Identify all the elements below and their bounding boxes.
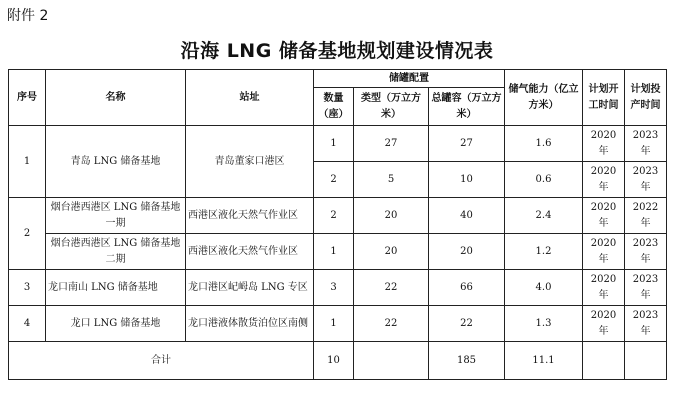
cell-operation: 2023 年 [625,126,667,162]
cell-capacity: 1.2 [505,234,583,270]
cell-start: 2020 年 [583,234,625,270]
cell-count: 3 [314,270,354,306]
cell-operation: 2023 年 [625,162,667,198]
cell-start: 2020 年 [583,126,625,162]
cell-capacity: 2.4 [505,198,583,234]
total-count: 10 [314,342,354,380]
cell-count: 1 [314,126,354,162]
cell-name: 龙口 LNG 储备基地 [46,306,186,342]
cell-total: 27 [429,126,505,162]
cell-count: 2 [314,198,354,234]
total-type [354,342,429,380]
cell-type: 22 [354,306,429,342]
table-row [9,270,667,306]
cell-capacity: 1.6 [505,126,583,162]
cell-total: 66 [429,270,505,306]
total-start [583,342,625,380]
total-volume: 185 [429,342,505,380]
table-row [9,306,667,342]
header-tank-config: 储罐配置 [314,70,505,88]
table-row [9,234,667,270]
cell-capacity: 0.6 [505,162,583,198]
cell-operation: 2023 年 [625,234,667,270]
cell-operation: 2022 年 [625,198,667,234]
cell-count: 2 [314,162,354,198]
cell-total: 20 [429,234,505,270]
header-seq: 序号 [9,70,46,126]
cell-start: 2020 年 [583,306,625,342]
cell-total: 40 [429,198,505,234]
total-label: 合计 [9,342,314,380]
header-type: 类型（万立方米） [354,88,429,126]
cell-type: 5 [354,162,429,198]
total-capacity: 11.1 [505,342,583,380]
table-row [9,126,667,162]
header-count: 数量（座） [314,88,354,126]
cell-name: 青岛 LNG 储备基地 [46,126,186,198]
cell-site: 龙口港区屺㟂岛 LNG 专区 [186,270,314,306]
page-title: 沿海 LNG 储备基地规划建设情况表 [180,40,494,62]
cell-type: 20 [354,198,429,234]
cell-type: 22 [354,270,429,306]
attachment-label: 附件 2 [7,8,49,24]
header-capacity: 储气能力（亿立方米） [505,70,583,126]
cell-seq: 3 [9,270,46,306]
cell-start: 2020 年 [583,270,625,306]
header-start: 计划开工时间 [583,70,625,126]
lng-base-table [8,69,667,380]
cell-count: 1 [314,306,354,342]
cell-count: 1 [314,234,354,270]
cell-capacity: 1.3 [505,306,583,342]
cell-type: 27 [354,126,429,162]
cell-total: 22 [429,306,505,342]
cell-total: 10 [429,162,505,198]
cell-site: 青岛董家口港区 [186,126,314,198]
header-site: 站址 [186,70,314,126]
cell-name: 烟台港西港区 LNG 储备基地二期 [46,234,186,270]
cell-operation: 2023 年 [625,270,667,306]
cell-start: 2020 年 [583,162,625,198]
cell-type: 20 [354,234,429,270]
cell-site: 西港区液化天然气作业区 [186,198,314,234]
total-operation [625,342,667,380]
cell-seq: 1 [9,126,46,198]
table-row [9,198,667,234]
cell-site: 龙口港液体散货泊位区南侧 [186,306,314,342]
cell-seq: 2 [9,198,46,270]
cell-name: 烟台港西港区 LNG 储备基地一期 [46,198,186,234]
cell-name: 龙口南山 LNG 储备基地 [46,270,186,306]
cell-site: 西港区液化天然气作业区 [186,234,314,270]
header-operation: 计划投产时间 [625,70,667,126]
cell-capacity: 4.0 [505,270,583,306]
header-total-volume: 总罐容（万立方米） [429,88,505,126]
cell-start: 2020 年 [583,198,625,234]
total-row [9,342,667,380]
cell-operation: 2023 年 [625,306,667,342]
cell-seq: 4 [9,306,46,342]
header-name: 名称 [46,70,186,126]
